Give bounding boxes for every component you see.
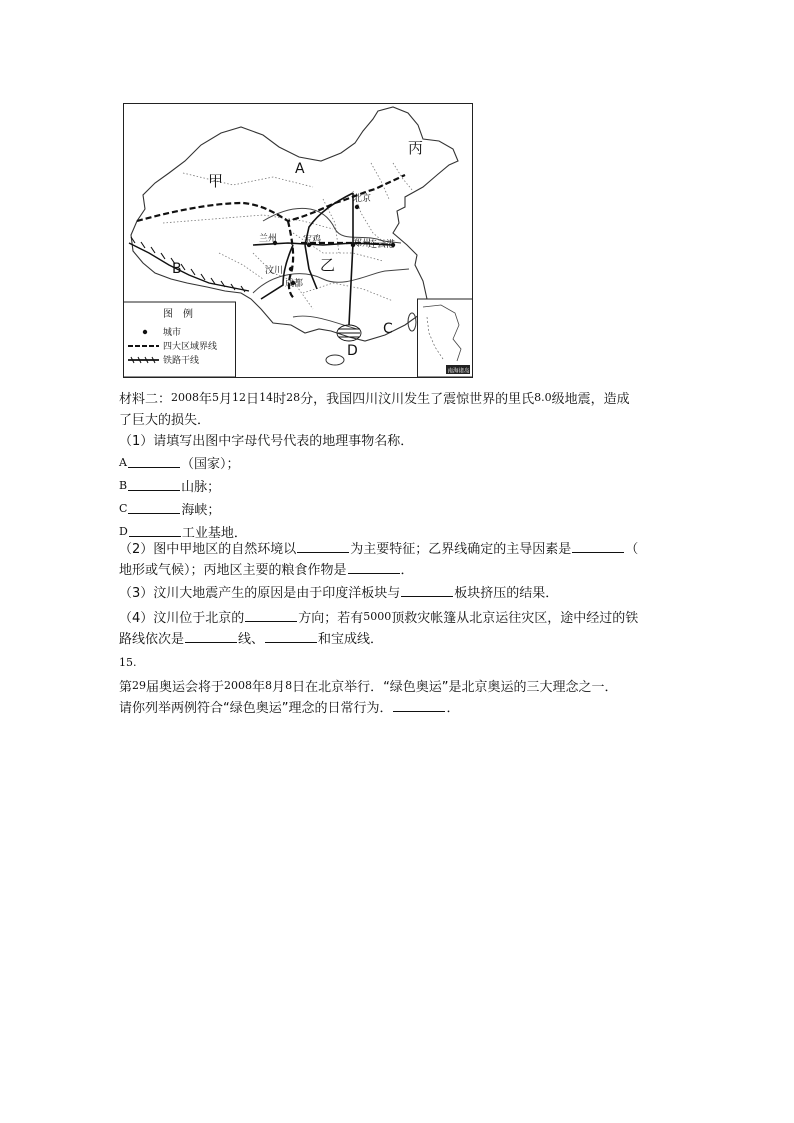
q2-line-2: 地形或气候）；丙地区主要的粮食作物是 ． (119, 563, 414, 578)
q3-line: （3）汶川大地震产生的原因是由于印度洋板块与 板块挤压的结果． (119, 586, 559, 601)
map-city-chengdu: 成都 (285, 279, 304, 289)
map-city-wenchuan: 汶川 (265, 266, 284, 276)
map-label-d: D (347, 343, 358, 359)
map-label-bing: 丙 (408, 139, 424, 157)
q15-blank[interactable] (393, 699, 445, 712)
q1-a-row: A （国家）； (119, 456, 240, 472)
map-label-b: B (172, 261, 182, 277)
map-label-jia: 甲 (208, 172, 224, 190)
map-legend (124, 302, 236, 377)
q1-c-row: C 海峡； (119, 502, 221, 518)
question-1 (119, 431, 679, 544)
q2-blank-2[interactable] (572, 540, 624, 553)
legend-city-label: 城市 (163, 328, 182, 338)
q15-line-2: 请你列举两例符合“绿色奥运”理念的日常行为． ． (119, 701, 460, 716)
inset-label: 南海诸岛 (447, 368, 470, 375)
q4-blank-3[interactable] (265, 630, 317, 643)
legend-title: 图 例 (163, 309, 193, 320)
q15-number: 15. (119, 656, 137, 669)
q1-intro: （1）请填写出图中字母代号代表的地理事物名称． (119, 434, 414, 449)
city-dot-wenchuan (289, 267, 293, 271)
q15-line-1: 第29届奥运会将于2008年8月8日在北京举行．“绿色奥运”是北京奥运的三大理念之一． (119, 679, 618, 695)
legend-city-dot (143, 330, 147, 334)
q1-d-row: D 工业基地． (119, 525, 247, 541)
city-dot-beijing (355, 205, 359, 209)
q4-blank-2[interactable] (185, 630, 237, 643)
q2-blank-1[interactable] (297, 540, 349, 553)
q1-b-blank[interactable] (128, 478, 180, 491)
material-line-2: 了巨大的损失． (119, 413, 211, 428)
map-city-baoji: 宝鸡 (303, 235, 322, 245)
q3-blank[interactable] (401, 584, 453, 597)
q2-line-1: （2）图中甲地区的自然环境以 为主要特征；乙界线确定的主导因素是 （ (119, 542, 639, 557)
map-city-lianyungang: 连云港 (368, 240, 396, 250)
material-line-1: 材料二：2008年5月12日14时28分，我国四川汶川发生了震惊世界的里氏8.0级地震，造成 (119, 391, 630, 407)
map-city-lanzhou: 兰州 (259, 234, 278, 244)
question-2 (119, 539, 679, 581)
q4-line-2: 路线依次是 线、 和宝成线． (119, 632, 384, 647)
map-label-a: A (295, 161, 305, 177)
china-map-figure (123, 103, 473, 378)
material-two-paragraph (119, 387, 679, 431)
question-3 (119, 583, 679, 604)
map-city-beijing: 北京 (353, 194, 372, 204)
map-label-c: C (383, 321, 393, 337)
q4-blank-1[interactable] (245, 609, 297, 622)
q1-d-blank[interactable] (129, 524, 181, 537)
q1-b-row: B 山脉； (119, 479, 221, 495)
legend-boundary-label: 四大区域界线 (163, 342, 218, 352)
south-china-sea-inset (418, 299, 473, 377)
q2-blank-3[interactable] (348, 561, 400, 574)
map-label-yi: 乙 (320, 256, 336, 274)
question-4 (119, 606, 679, 650)
question-15 (119, 652, 679, 719)
map-city-zhengzhou: 郑州 (353, 239, 372, 249)
legend-railway-label: 铁路干线 (163, 356, 200, 366)
q1-c-blank[interactable] (128, 501, 180, 514)
q4-line-1: （4）汶川位于北京的 方向；若有5000顶救灾帐篷从北京运往灾区，途中经过的铁 (119, 610, 639, 626)
q1-a-blank[interactable] (128, 455, 180, 468)
